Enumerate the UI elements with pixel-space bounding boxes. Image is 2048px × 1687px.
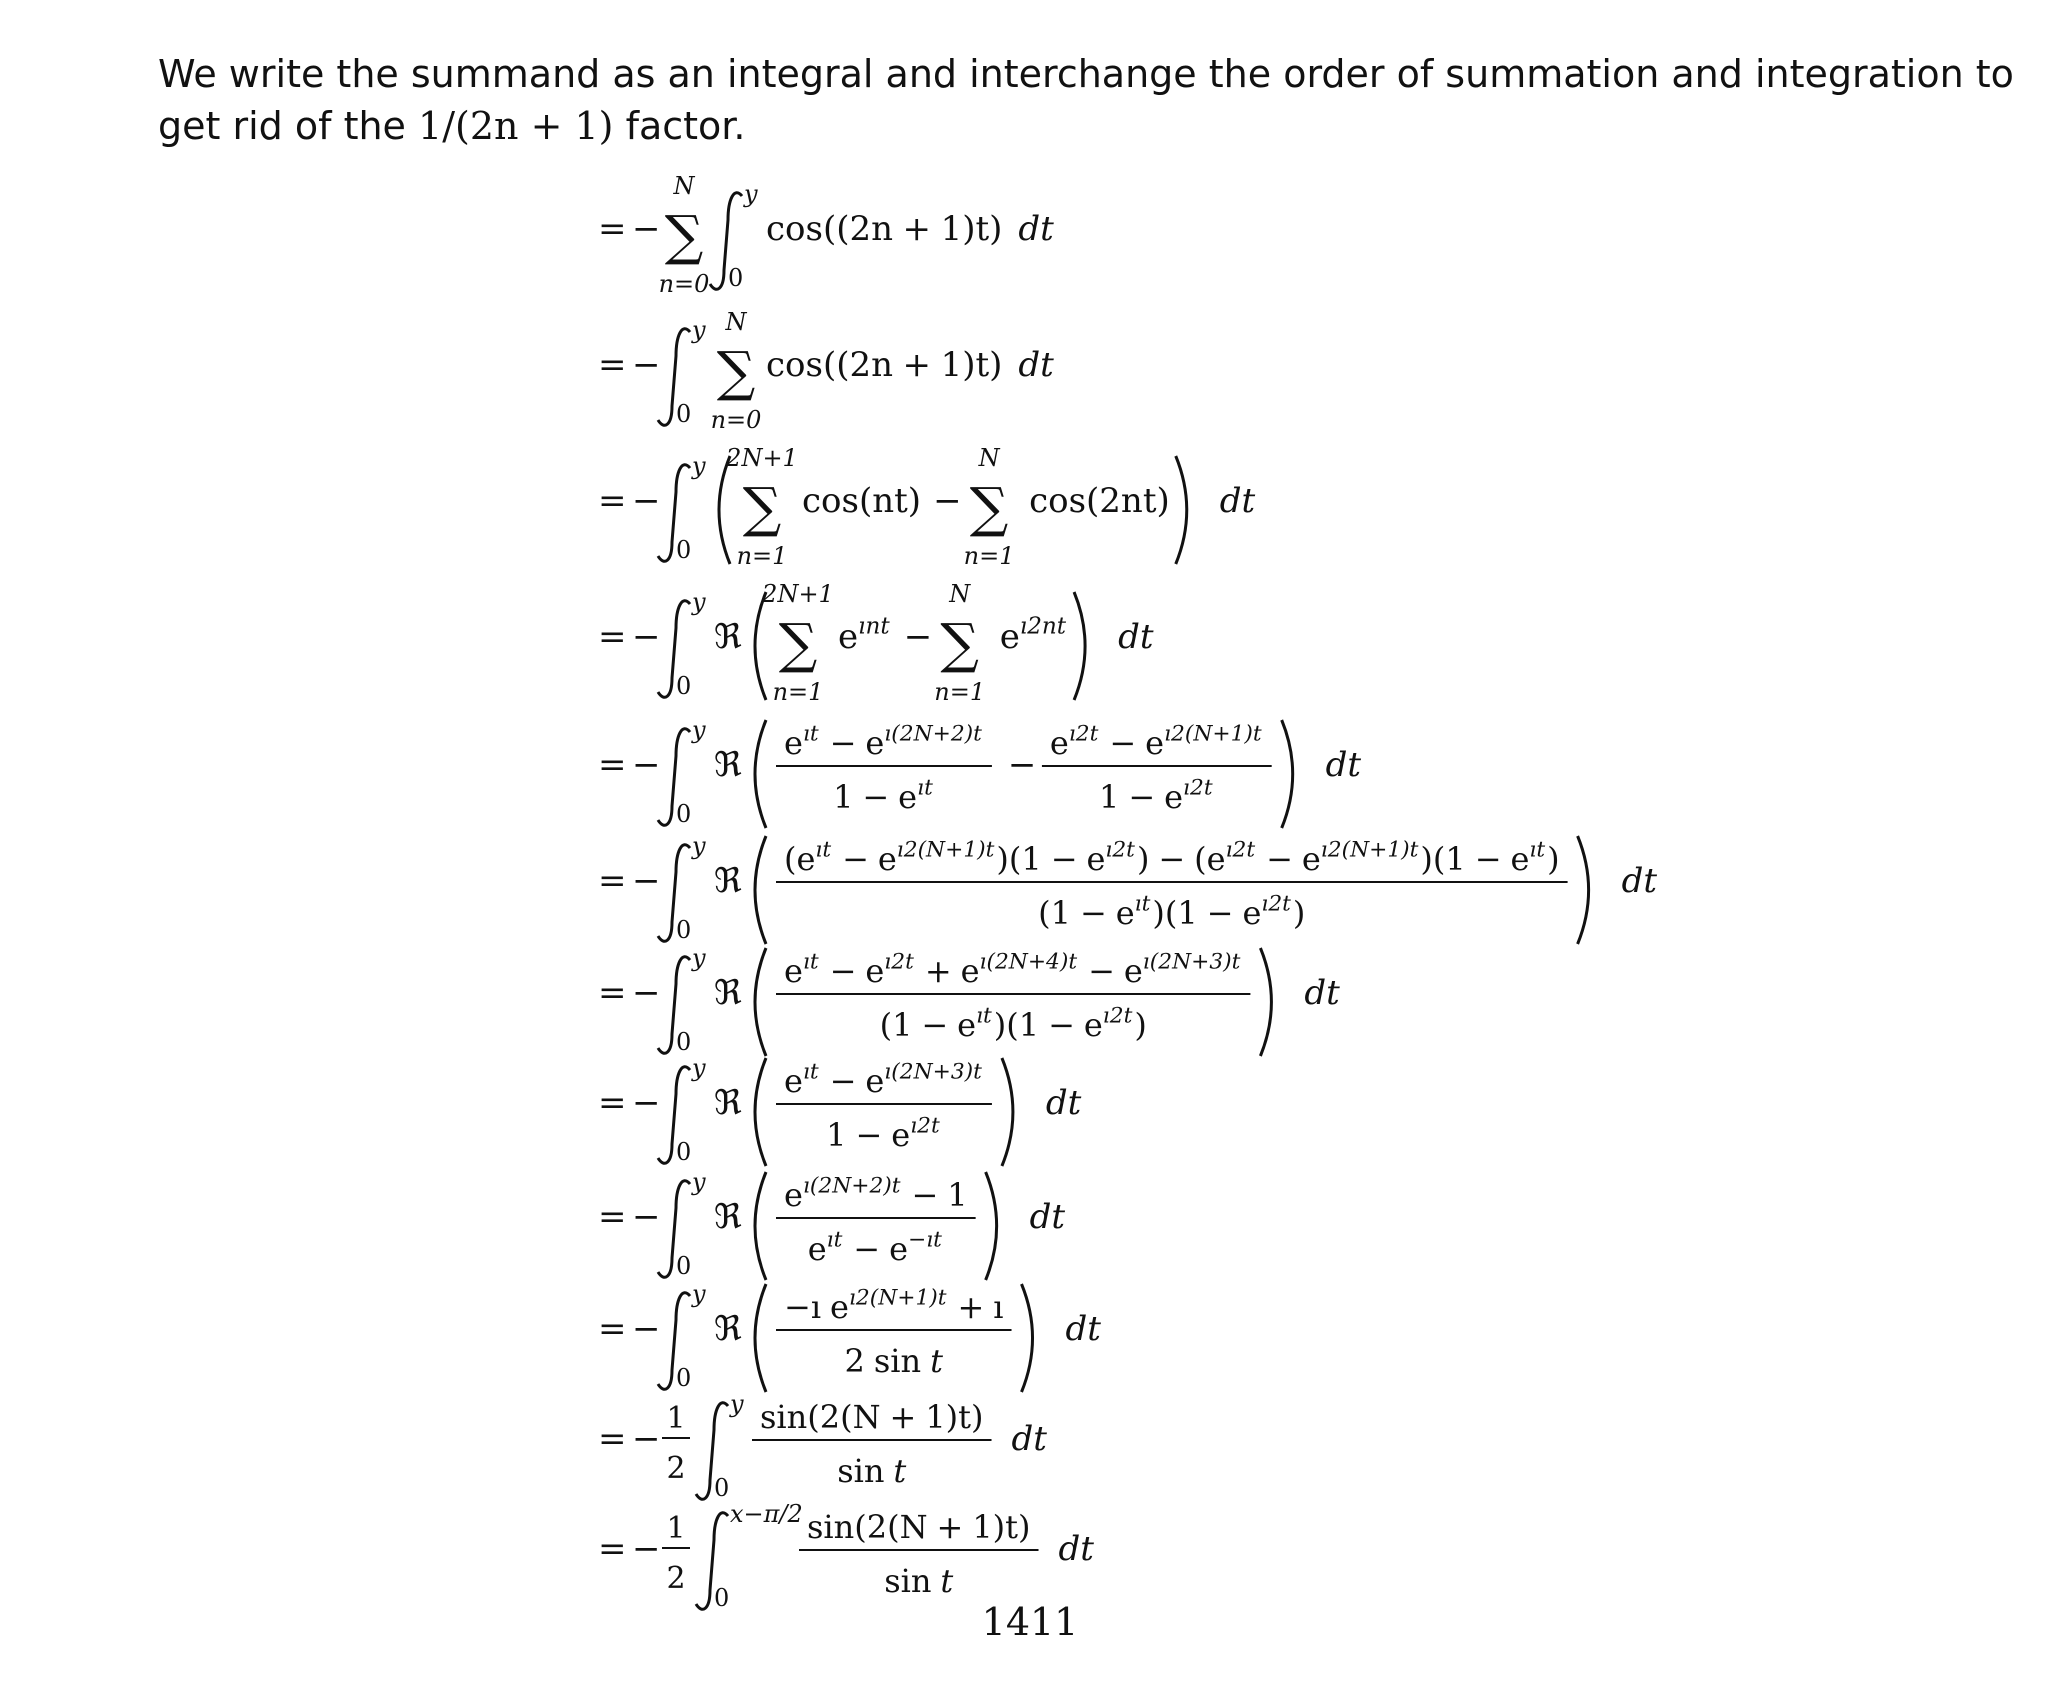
- svg-text:y: y: [744, 180, 758, 208]
- equation-line: [598, 1168, 1065, 1280]
- svg-text:t: t: [940, 1562, 954, 1600]
- svg-text:∑: ∑: [940, 612, 979, 675]
- svg-text:∑: ∑: [664, 204, 704, 267]
- svg-text:ıt: ıt: [1529, 837, 1546, 863]
- svg-text:n=0: n=0: [658, 270, 710, 298]
- equation-line: [598, 1500, 1094, 1612]
- svg-text:∑: ∑: [969, 476, 1009, 539]
- svg-text:ı2nt: ı2nt: [1019, 613, 1067, 640]
- svg-text:−: −: [632, 861, 661, 901]
- svg-text:e: e: [865, 1062, 885, 1100]
- svg-text:ı2t: ı2t: [1225, 837, 1256, 863]
- equation-line: [598, 580, 1154, 706]
- svg-text:e: e: [1145, 724, 1165, 762]
- svg-text:+: +: [936, 1508, 964, 1546]
- svg-text:−: −: [842, 840, 869, 878]
- svg-text:ı(2N+3)t: ı(2N+3)t: [884, 1059, 982, 1085]
- svg-text:ı(2N+3)t: ı(2N+3)t: [1142, 949, 1241, 975]
- svg-text:∑: ∑: [778, 612, 818, 675]
- svg-text:t: t: [893, 1452, 907, 1490]
- svg-text:e: e: [999, 617, 1020, 657]
- svg-text:ı2(N+1)t: ı2(N+1)t: [848, 1285, 947, 1311]
- svg-text:e: e: [877, 840, 897, 878]
- svg-text:=: =: [598, 973, 627, 1013]
- svg-text:0: 0: [676, 1364, 692, 1392]
- svg-text:ı2(N+1)t: ı2(N+1)t: [1164, 721, 1262, 747]
- svg-text:N: N: [725, 308, 747, 336]
- svg-text:1: 1: [947, 1176, 968, 1214]
- svg-text:sin(2(N: sin(2(N: [760, 1398, 881, 1436]
- svg-text:ıt: ıt: [917, 775, 933, 801]
- svg-text:n=1: n=1: [963, 542, 1015, 570]
- svg-text:0: 0: [728, 264, 744, 292]
- svg-text:0: 0: [676, 1138, 692, 1166]
- svg-text:=: =: [598, 745, 627, 785]
- svg-text:e: e: [865, 952, 885, 990]
- svg-text:n=1: n=1: [934, 678, 986, 706]
- equation-line: [598, 944, 1340, 1056]
- svg-text:)(1: )(1: [1420, 840, 1466, 878]
- equation-line: [598, 172, 1054, 298]
- svg-text:ℜ: ℜ: [714, 617, 742, 657]
- svg-text:0: 0: [676, 536, 692, 564]
- svg-text:0: 0: [676, 1028, 692, 1056]
- svg-text:ıt: ıt: [802, 949, 819, 975]
- svg-text:=: =: [598, 861, 627, 901]
- svg-text:dt: dt: [1029, 1197, 1066, 1237]
- equation-line: [598, 1280, 1101, 1392]
- svg-text:ıt: ıt: [815, 837, 832, 863]
- svg-text:(1: (1: [879, 1006, 913, 1044]
- svg-text:0: 0: [676, 400, 692, 428]
- svg-text:−: −: [632, 1197, 661, 1237]
- svg-text:−: −: [1109, 724, 1137, 762]
- svg-text:t: t: [930, 1342, 943, 1380]
- svg-text:−: −: [933, 481, 962, 521]
- svg-text:n=1: n=1: [772, 678, 824, 706]
- svg-text:−ıt: −ıt: [908, 1227, 942, 1253]
- svg-text:1: 1: [666, 1511, 686, 1546]
- svg-text:ıt: ıt: [1134, 891, 1151, 917]
- svg-text:n=1: n=1: [736, 542, 788, 570]
- svg-text:−: −: [1266, 840, 1293, 878]
- equation-line: [598, 716, 1361, 828]
- svg-text:−: −: [921, 1006, 949, 1044]
- svg-text:y: y: [692, 832, 706, 860]
- svg-text:ıt: ıt: [802, 721, 819, 747]
- svg-text:e: e: [891, 1116, 911, 1154]
- svg-text:(1: (1: [1038, 894, 1072, 932]
- svg-text:−: −: [1079, 894, 1107, 932]
- svg-text:y: y: [692, 1054, 706, 1082]
- svg-text:dt: dt: [1325, 745, 1362, 785]
- svg-text:(e: (e: [784, 840, 816, 878]
- svg-text:0: 0: [676, 1252, 692, 1280]
- svg-text:+: +: [957, 1288, 985, 1326]
- svg-text:e: e: [1301, 840, 1321, 878]
- equation-line: [598, 832, 1657, 944]
- equation-line: [598, 444, 1256, 570]
- svg-text:1)t): 1)t): [972, 1508, 1031, 1546]
- svg-text:e: e: [898, 778, 918, 816]
- svg-text:ı2(N+1)t: ı2(N+1)t: [896, 837, 995, 863]
- svg-text:)(1: )(1: [996, 840, 1042, 878]
- intro-fraction: 1/(2n + 1): [418, 104, 614, 148]
- svg-text:cos((2n: cos((2n: [766, 209, 894, 249]
- svg-text:e: e: [1049, 724, 1069, 762]
- svg-text:−: −: [632, 209, 661, 249]
- svg-text:ı: ı: [993, 1288, 1004, 1326]
- svg-text:): ): [1136, 840, 1150, 878]
- svg-text:2: 2: [666, 1451, 686, 1486]
- svg-text:∑: ∑: [742, 476, 782, 539]
- svg-text:e: e: [838, 617, 859, 657]
- svg-text:=: =: [598, 1419, 627, 1459]
- svg-text:n=0: n=0: [710, 406, 762, 434]
- svg-text:=: =: [598, 1309, 627, 1349]
- svg-text:=: =: [598, 345, 627, 385]
- page-number: 1411: [981, 1600, 1079, 1644]
- svg-text:=: =: [598, 481, 627, 521]
- svg-text:dt: dt: [1058, 1529, 1094, 1569]
- svg-text:−: −: [1088, 952, 1115, 990]
- svg-text:−: −: [1158, 840, 1186, 878]
- intro-text: We write the summand as an integral and interchange the order of summation and integration to get rid of the: [158, 52, 2014, 148]
- svg-text:ℜ: ℜ: [714, 1197, 742, 1237]
- svg-text:1: 1: [1099, 778, 1120, 816]
- svg-text:dt: dt: [1011, 1419, 1047, 1459]
- svg-text:−: −: [903, 617, 933, 657]
- equation-line: [598, 1054, 1082, 1166]
- svg-text:e: e: [865, 724, 885, 762]
- svg-text:ı2t: ı2t: [1068, 721, 1099, 747]
- svg-text:ℜ: ℜ: [714, 1083, 742, 1123]
- svg-text:−: −: [1050, 840, 1078, 878]
- svg-text:y: y: [692, 452, 706, 480]
- svg-text:dt: dt: [1304, 973, 1340, 1013]
- svg-text:y: y: [692, 1280, 706, 1308]
- svg-text:e: e: [1086, 840, 1106, 878]
- svg-text:cos(2nt): cos(2nt): [1029, 481, 1170, 521]
- svg-text:)(1: )(1: [993, 1006, 1040, 1044]
- svg-text:y: y: [692, 944, 706, 972]
- svg-text:): ): [1134, 1006, 1147, 1044]
- svg-text:−: −: [632, 345, 661, 385]
- svg-text:e: e: [1510, 840, 1530, 878]
- svg-text:+: +: [902, 209, 932, 249]
- svg-text:1)t): 1)t): [940, 345, 1003, 385]
- svg-text:dt: dt: [1621, 861, 1658, 901]
- svg-text:−: −: [632, 1083, 661, 1123]
- svg-text:sin(2(N: sin(2(N: [807, 1508, 928, 1546]
- svg-text:dt: dt: [1118, 617, 1154, 657]
- svg-text:N: N: [949, 580, 971, 608]
- svg-text:0: 0: [714, 1474, 730, 1502]
- svg-text:cos((2n: cos((2n: [766, 345, 894, 385]
- svg-text:=: =: [598, 1197, 627, 1237]
- svg-text:)(1: )(1: [1152, 894, 1198, 932]
- svg-text:e: e: [784, 1062, 803, 1100]
- svg-text:N: N: [673, 172, 695, 200]
- svg-text:ıt: ıt: [976, 1003, 992, 1029]
- svg-text:2N+1: 2N+1: [762, 580, 834, 608]
- svg-text:−: −: [632, 973, 661, 1013]
- svg-text:2N+1: 2N+1: [726, 444, 798, 472]
- svg-text:−: −: [632, 1419, 661, 1459]
- svg-text:e: e: [957, 1006, 977, 1044]
- svg-text:−: −: [853, 1230, 881, 1268]
- svg-text:): ): [1292, 894, 1306, 932]
- svg-text:e: e: [830, 1288, 849, 1326]
- svg-text:1)t): 1)t): [925, 1398, 984, 1436]
- svg-text:cos(nt): cos(nt): [802, 481, 922, 521]
- svg-text:−: −: [1206, 894, 1234, 932]
- svg-text:y: y: [692, 716, 706, 744]
- svg-text:ı(2N+2)t: ı(2N+2)t: [884, 721, 982, 747]
- svg-text:1: 1: [826, 1116, 847, 1154]
- svg-text:0: 0: [676, 672, 692, 700]
- svg-text:=: =: [598, 1083, 627, 1123]
- svg-text:x−π/2: x−π/2: [730, 1500, 803, 1528]
- svg-text:e: e: [784, 1176, 803, 1214]
- svg-text:+: +: [889, 1398, 917, 1436]
- svg-text:sin: sin: [873, 1342, 922, 1380]
- svg-text:−: −: [829, 1062, 857, 1100]
- svg-text:=: =: [598, 1529, 627, 1569]
- svg-text:0: 0: [676, 800, 692, 828]
- svg-text:−: −: [632, 617, 661, 657]
- svg-text:ı2t: ı2t: [1102, 1003, 1133, 1029]
- svg-text:ı2t: ı2t: [884, 949, 914, 975]
- svg-text:dt: dt: [1018, 209, 1054, 249]
- svg-text:−: −: [855, 1116, 883, 1154]
- svg-text:1)t): 1)t): [940, 209, 1003, 249]
- svg-text:e: e: [1115, 894, 1135, 932]
- svg-text:e: e: [1083, 1006, 1103, 1044]
- svg-text:dt: dt: [1219, 481, 1256, 521]
- svg-text:2: 2: [666, 1561, 686, 1596]
- svg-text:e: e: [960, 952, 980, 990]
- equation-line: [598, 308, 1054, 434]
- svg-text:0: 0: [714, 1584, 730, 1612]
- svg-text:=: =: [598, 617, 627, 657]
- svg-text:(e: (e: [1194, 840, 1226, 878]
- svg-text:ı(2N+4)t: ı(2N+4)t: [979, 949, 1078, 975]
- svg-text:+: +: [902, 345, 932, 385]
- svg-text:ıt: ıt: [826, 1227, 843, 1253]
- svg-text:1: 1: [833, 778, 854, 816]
- svg-text:∑: ∑: [716, 340, 756, 403]
- svg-text:−: −: [1048, 1006, 1075, 1044]
- svg-text:): ): [1547, 840, 1560, 878]
- svg-text:ℜ: ℜ: [714, 745, 742, 785]
- svg-text:ı2t: ı2t: [1183, 775, 1213, 801]
- svg-text:−: −: [1007, 745, 1037, 785]
- svg-text:N: N: [978, 444, 1000, 472]
- svg-text:sin: sin: [884, 1562, 932, 1600]
- svg-text:e: e: [784, 724, 803, 762]
- svg-text:−: −: [911, 1176, 939, 1214]
- svg-text:y: y: [692, 1168, 706, 1196]
- svg-text:dt: dt: [1065, 1309, 1101, 1349]
- svg-text:ı(2N+2)t: ı(2N+2)t: [802, 1173, 901, 1199]
- svg-text:e: e: [889, 1230, 909, 1268]
- svg-text:ı2t: ı2t: [1261, 891, 1291, 917]
- svg-text:dt: dt: [1018, 345, 1054, 385]
- intro-tail: factor.: [613, 104, 746, 148]
- svg-text:=: =: [598, 209, 627, 249]
- svg-text:ı2t: ı2t: [1105, 837, 1135, 863]
- svg-text:e: e: [784, 952, 803, 990]
- svg-text:+: +: [924, 952, 952, 990]
- svg-text:ı2(N+1)t: ı2(N+1)t: [1320, 837, 1419, 863]
- svg-text:−: −: [829, 952, 857, 990]
- svg-text:e: e: [1123, 952, 1143, 990]
- svg-text:2: 2: [844, 1342, 865, 1380]
- svg-text:ℜ: ℜ: [714, 1309, 742, 1349]
- svg-text:−: −: [862, 778, 890, 816]
- svg-text:e: e: [807, 1230, 827, 1268]
- svg-text:1: 1: [666, 1401, 686, 1436]
- equation-line: [598, 1390, 1047, 1502]
- svg-text:dt: dt: [1045, 1083, 1082, 1123]
- svg-text:0: 0: [676, 916, 692, 944]
- svg-text:−: −: [632, 745, 661, 785]
- svg-text:−: −: [1474, 840, 1502, 878]
- svg-text:ℜ: ℜ: [714, 861, 742, 901]
- svg-text:−: −: [1128, 778, 1156, 816]
- svg-text:y: y: [692, 588, 706, 616]
- svg-text:ı2t: ı2t: [910, 1113, 940, 1139]
- svg-text:sin: sin: [837, 1452, 885, 1490]
- svg-text:e: e: [1242, 894, 1262, 932]
- svg-text:−: −: [632, 481, 661, 521]
- svg-text:−ı: −ı: [784, 1288, 822, 1326]
- svg-text:ınt: ınt: [858, 613, 890, 640]
- svg-text:−: −: [632, 1529, 661, 1569]
- svg-text:ℜ: ℜ: [714, 973, 742, 1013]
- svg-text:e: e: [1164, 778, 1184, 816]
- svg-text:y: y: [730, 1390, 744, 1418]
- svg-text:y: y: [692, 316, 706, 344]
- svg-text:ıt: ıt: [802, 1059, 819, 1085]
- svg-text:−: −: [632, 1309, 661, 1349]
- svg-text:−: −: [829, 724, 857, 762]
